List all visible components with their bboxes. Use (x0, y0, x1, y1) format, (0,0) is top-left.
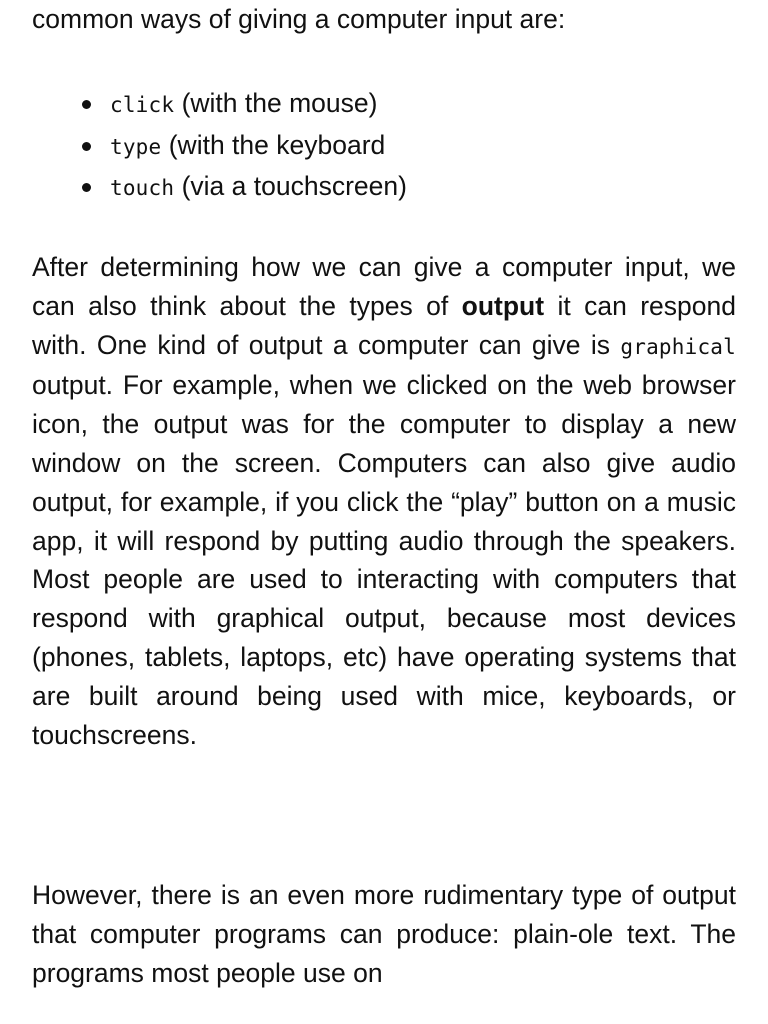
paragraph-text: After determining how we can give a computer input, we can also think about the types of (32, 252, 736, 321)
bullet-icon (82, 183, 91, 192)
bullet-icon (82, 100, 91, 109)
bold-term: output (461, 290, 545, 321)
list-item (32, 126, 736, 168)
inline-code: click (110, 93, 175, 117)
list-item-text: (via a touchscreen) (174, 171, 407, 201)
output-paragraph (32, 248, 736, 754)
inline-code: type (110, 134, 162, 159)
paragraph-text: it can respond with. One kind of output a computer can give is (32, 290, 736, 360)
list-item (32, 84, 736, 126)
inline-code: graphical (620, 334, 736, 359)
bullet-icon (82, 142, 91, 151)
list-item-text: (with the mouse) (174, 88, 378, 118)
text-output-paragraph: However, there is an even more rudimentary type of output that computer programs can produce: plain-ole text. The programs most people use on (32, 880, 736, 988)
inline-code: touch (110, 176, 175, 200)
intro-text: common ways of giving a computer input are: (32, 4, 566, 34)
paragraph-text: output. For example, when we clicked on the web browser icon, the output was for the computer to display a new window on the screen. Computers can also give audio output, for example, if you click the “play” button on a music app, it will respond by putting audio through the speakers. Most people are used to interacting with computers that respond with graphical output, because most devices (phones, tablets, laptops, etc) have operating systems that are built around being used with mice, keyboards, or touchscreens. (32, 370, 736, 750)
list-item (32, 167, 736, 209)
input-methods-list (32, 84, 736, 209)
list-item-text: (with the keyboard (161, 129, 386, 160)
